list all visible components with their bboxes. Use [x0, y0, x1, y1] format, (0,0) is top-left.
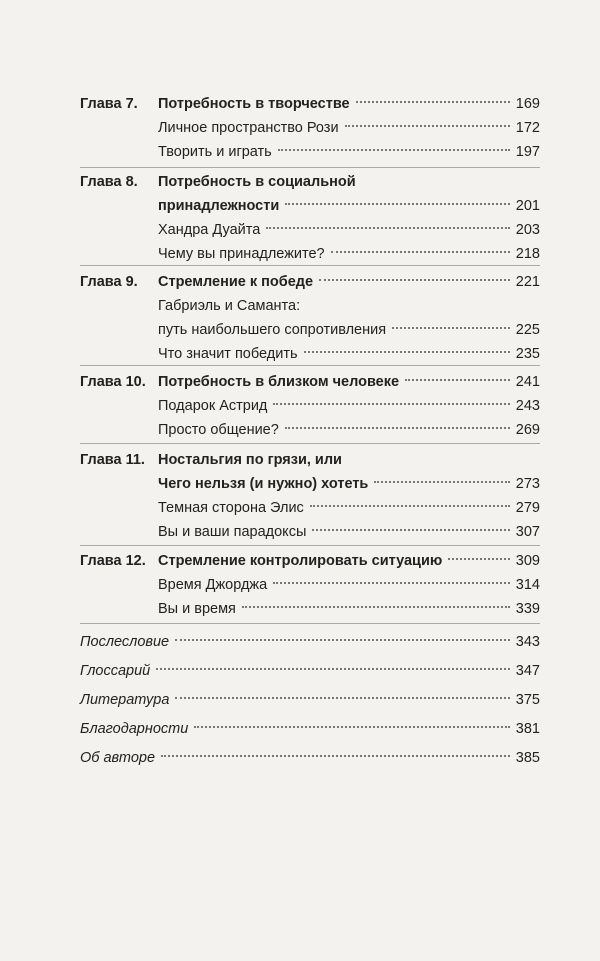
- subsection-line1: [80, 294, 540, 318]
- page-number: 339: [515, 601, 540, 617]
- subsection: [80, 597, 540, 621]
- page-number: 385: [515, 750, 540, 766]
- page-number: 203: [515, 222, 540, 238]
- subsection-title: Хандра Дуайта: [158, 222, 261, 238]
- page-number: 169: [515, 96, 540, 112]
- subsection-title: Личное пространство Рози: [158, 120, 339, 136]
- chapter-10: [80, 370, 540, 442]
- page-number: 309: [515, 553, 540, 569]
- chapter-label: Глава 12.: [80, 553, 146, 569]
- subsection-title: Темная сторона Элис: [158, 500, 304, 516]
- back-matter-item: [80, 628, 540, 657]
- chapter-11: [80, 448, 540, 544]
- chapter-label: Глава 11.: [80, 452, 145, 468]
- subsection-title: Вы и время: [158, 601, 236, 617]
- back-matter-title: Об авторе: [80, 750, 156, 766]
- chapter-label: Глава 8.: [80, 174, 138, 190]
- subsection-title: Время Джорджа: [158, 577, 268, 593]
- chapter-8: [80, 170, 540, 266]
- subsection: [80, 140, 540, 164]
- chapter-title: Потребность в творчестве: [158, 96, 350, 112]
- back-matter-title: Послесловие: [80, 634, 170, 650]
- chapter-label: Глава 9.: [80, 274, 138, 290]
- chapter-heading-line2: [80, 194, 540, 218]
- chapter-label: Глава 10.: [80, 374, 146, 390]
- page-number: 269: [515, 422, 540, 438]
- chapter-title: Потребность в близком человеке: [158, 374, 400, 390]
- page-number: 172: [515, 120, 540, 136]
- page-number: 273: [515, 476, 540, 492]
- subsection: [80, 496, 540, 520]
- page-number: 243: [515, 398, 540, 414]
- subsection: [80, 520, 540, 544]
- page-number: 201: [515, 198, 540, 214]
- chapter-heading: [80, 549, 540, 573]
- page-number: 241: [515, 374, 540, 390]
- subsection-title: путь наибольшего сопротивления: [158, 322, 387, 338]
- back-matter: [80, 628, 540, 773]
- subsection: [80, 394, 540, 418]
- page-number: 314: [515, 577, 540, 593]
- chapter-heading: [80, 270, 540, 294]
- page-number: 279: [515, 500, 540, 516]
- back-matter-title: Благодарности: [80, 721, 189, 737]
- page-number: 375: [515, 692, 540, 708]
- chapter-title: Чего нельзя (и нужно) хотеть: [158, 476, 369, 492]
- subsection: [80, 218, 540, 242]
- page-number: 343: [515, 634, 540, 650]
- chapter-heading-line1: [80, 170, 540, 194]
- divider: [80, 545, 540, 546]
- chapter-title: Стремление к победе: [158, 274, 314, 290]
- chapter-12: [80, 549, 540, 621]
- chapter-7: [80, 92, 540, 164]
- subsection-title: Что значит победить: [158, 346, 298, 362]
- subsection-title: Чему вы принадлежите?: [158, 246, 325, 262]
- subsection-title: Подарок Астрид: [158, 398, 268, 414]
- page-number: 221: [515, 274, 540, 290]
- back-matter-item: [80, 715, 540, 744]
- subsection-title: Просто общение?: [158, 422, 279, 438]
- chapter-title-line1: Ностальгия по грязи, или: [158, 452, 342, 468]
- subsection-title-line1: Габриэль и Саманта:: [158, 298, 301, 314]
- back-matter-item: [80, 744, 540, 773]
- page-number: 307: [515, 524, 540, 540]
- subsection-title: Творить и играть: [158, 144, 272, 160]
- back-matter-item: [80, 657, 540, 686]
- page-number: 381: [515, 721, 540, 737]
- chapter-label: Глава 7.: [80, 96, 138, 112]
- subsection: [80, 573, 540, 597]
- subsection: [80, 242, 540, 266]
- page-number: 218: [515, 246, 540, 262]
- page-number: 347: [515, 663, 540, 679]
- back-matter-title: Литература: [80, 692, 170, 708]
- subsection: [80, 418, 540, 442]
- page-number: 235: [515, 346, 540, 362]
- subsection: [80, 318, 540, 342]
- divider: [80, 443, 540, 444]
- divider: [80, 167, 540, 168]
- divider: [80, 365, 540, 366]
- chapter-heading-line1: [80, 448, 540, 472]
- divider: [80, 623, 540, 624]
- divider: [80, 265, 540, 266]
- page-number: 225: [515, 322, 540, 338]
- chapter-9: [80, 270, 540, 366]
- page-number: 197: [515, 144, 540, 160]
- chapter-title: Стремление контролировать ситуацию: [158, 553, 443, 569]
- back-matter-item: [80, 686, 540, 715]
- chapter-heading: [80, 370, 540, 394]
- chapter-title: принадлежности: [158, 198, 280, 214]
- chapter-title-line1: Потребность в социальной: [158, 174, 356, 190]
- subsection: [80, 116, 540, 140]
- back-matter-title: Глоссарий: [80, 663, 151, 679]
- subsection-title: Вы и ваши парадоксы: [158, 524, 307, 540]
- subsection: [80, 342, 540, 366]
- chapter-heading-line2: [80, 472, 540, 496]
- chapter-heading: [80, 92, 540, 116]
